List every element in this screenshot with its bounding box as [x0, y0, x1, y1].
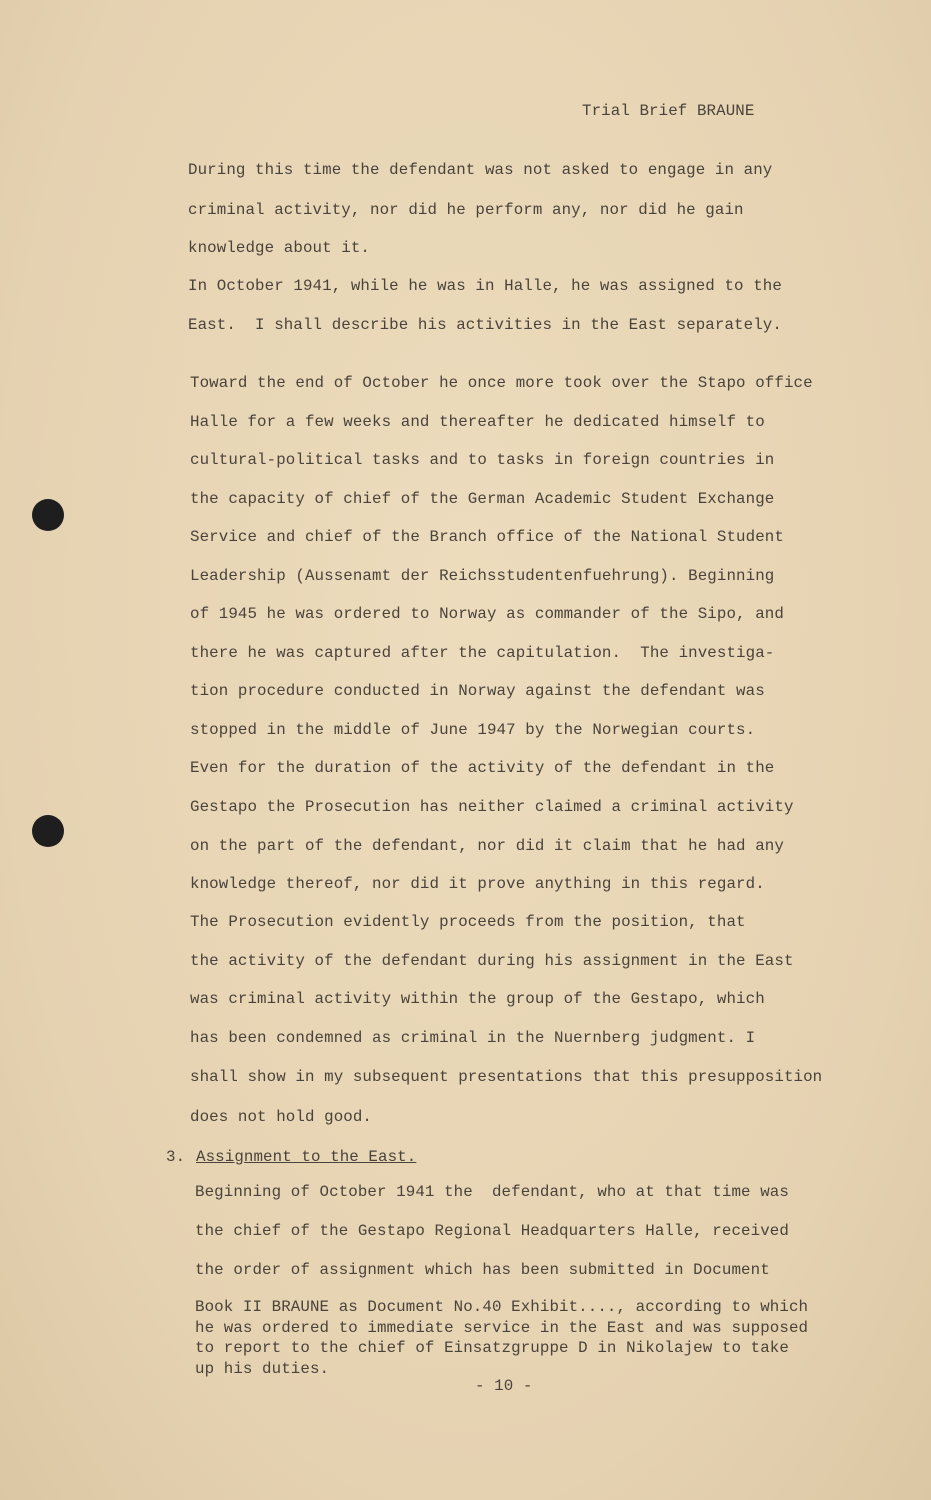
text-line: knowledge thereof, nor did it prove anything in this regard. [190, 875, 765, 893]
text-line: the order of assignment which has been submitted in Document [195, 1261, 770, 1279]
text-line: of 1945 he was ordered to Norway as commander of the Sipo, and [190, 605, 784, 623]
punch-hole [32, 499, 64, 531]
text-line: tion procedure conducted in Norway against the defendant was [190, 682, 765, 700]
text-line: to report to the chief of Einsatzgruppe D in Nikolajew to take [195, 1339, 789, 1357]
text-line: Toward the end of October he once more took over the Stapo office [190, 374, 813, 392]
text-line: has been condemned as criminal in the Nuernberg judgment. I [190, 1029, 756, 1047]
punch-hole [32, 815, 64, 847]
text-line: the capacity of chief of the German Academic Student Exchange [190, 490, 775, 508]
page-header: Trial Brief BRAUNE [582, 102, 755, 120]
text-line: the activity of the defendant during his assignment in the East [190, 952, 794, 970]
text-line: on the part of the defendant, nor did it claim that he had any [190, 837, 784, 855]
text-line: Service and chief of the Branch office of the National Student [190, 528, 784, 546]
text-line: Beginning of October 1941 the defendant, who at that time was [195, 1183, 789, 1201]
text-line: stopped in the middle of June 1947 by the Norwegian courts. [190, 721, 756, 739]
text-line: The Prosecution evidently proceeds from the position, that [190, 913, 746, 931]
text-line: there he was captured after the capitulation. The investiga- [190, 644, 775, 662]
page-number: - 10 - [475, 1377, 533, 1395]
text-line: Gestapo the Prosecution has neither claimed a criminal activity [190, 798, 794, 816]
text-line: does not hold good. [190, 1108, 373, 1126]
text-line: Even for the duration of the activity of the defendant in the [190, 759, 775, 777]
text-line: criminal activity, nor did he perform any, nor did he gain [188, 201, 744, 219]
text-line: During this time the defendant was not asked to engage in any [188, 161, 773, 179]
text-line: up his duties. [195, 1360, 330, 1378]
text-line: Book II BRAUNE as Document No.40 Exhibit...., according to which [195, 1298, 809, 1316]
text-line: he was ordered to immediate service in the East and was supposed [195, 1319, 809, 1337]
text-line: shall show in my subsequent presentations that this presupposition [190, 1068, 823, 1086]
section-number: 3. [166, 1148, 186, 1166]
text-line: was criminal activity within the group of the Gestapo, which [190, 990, 765, 1008]
text-line: cultural-political tasks and to tasks in foreign countries in [190, 451, 775, 469]
section-heading: Assignment to the East. [196, 1148, 417, 1166]
text-line: Halle for a few weeks and thereafter he dedicated himself to [190, 413, 765, 431]
text-line: Leadership (Aussenamt der Reichsstudentenfuehrung). Beginning [190, 567, 775, 585]
text-line: East. I shall describe his activities in the East separately. [188, 316, 782, 334]
text-line: knowledge about it. [188, 239, 371, 257]
text-line: In October 1941, while he was in Halle, he was assigned to the [188, 277, 782, 295]
text-line: the chief of the Gestapo Regional Headquarters Halle, received [195, 1222, 789, 1240]
